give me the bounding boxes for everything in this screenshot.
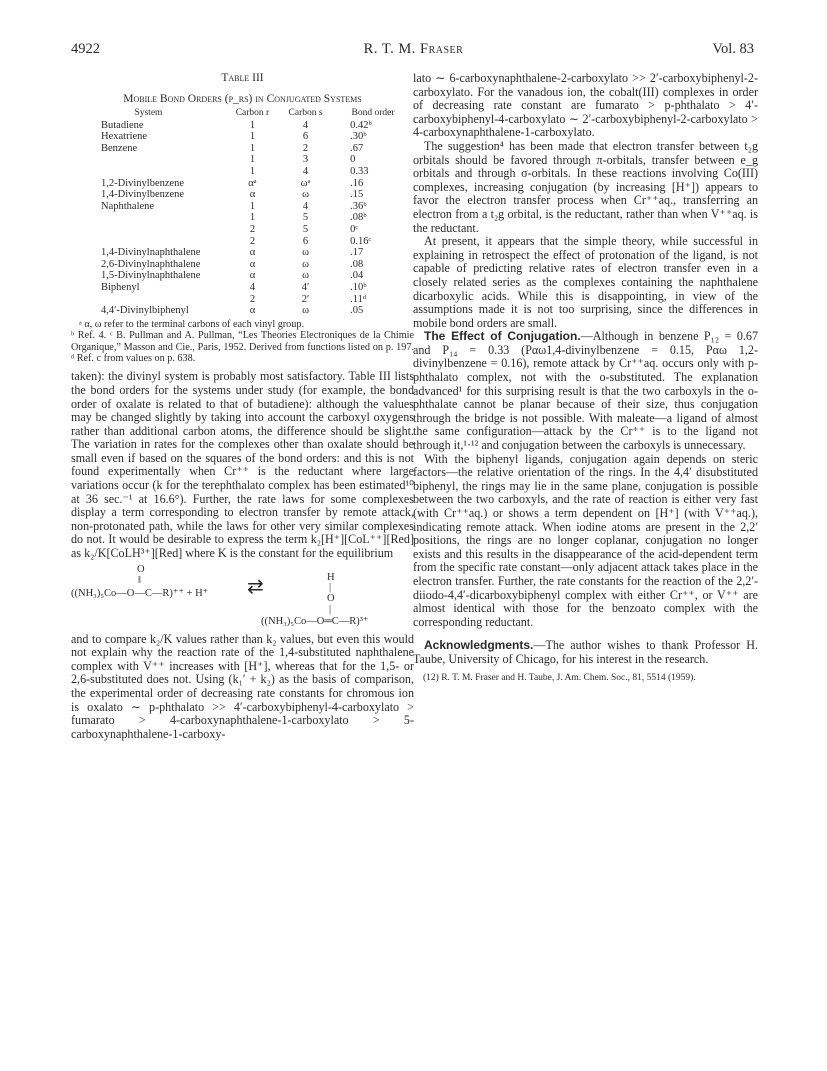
bond-order-cell: 0.42ᵇ [350, 119, 372, 131]
bond-order-cell: .16 [350, 177, 364, 189]
page-number: 4922 [71, 41, 100, 57]
carbon-r-cell: 1 [249, 119, 256, 131]
system-cell: 1,2-Divinylbenzene [101, 177, 185, 189]
table-footnotes [71, 319, 414, 365]
table-header-row [71, 108, 414, 120]
column-header: System [134, 108, 163, 118]
system-cell: 1,4-Divinylnaphthalene [101, 247, 201, 259]
table-row [71, 131, 414, 143]
carbon-s-cell: 5 [302, 223, 309, 235]
system-cell: 1,5-Divinylnaphthalene [101, 270, 201, 282]
carbon-r-cell: 1 [249, 154, 256, 166]
body-paragraph: With the biphenyl ligands, conjugation again depends on steric factors—the relative orientation of the rings. In the 4,4′ disubstituted biphenyl, the rings may lie in the same plane, conjugation is possible between the two carboxyls, and the rate of reaction is either very fast (with Cr⁺⁺aq.) or shows a term dependent on [H⁺] (with V⁺⁺aq.), indicating remote attack. When iodine atoms are present in the 2,2′ positions, the rings are no longer coplanar, conjugation no longer exists and this results in the disappearance of the acid-dependent term from the specific rate constant—only adjacent attack takes place in the electron transfer. Further, the rate constants for the reaction of the 2,2′-diiodo-4,4′-dicarboxybiphenyl complex with either Cr⁺⁺, or V⁺⁺ are almost identical with those for the benzoato complex with the corresponding reductant. [413, 451, 758, 629]
acknowledgment-text: —The author wishes to thank Professor H. Taube, University of Chicago, for his interest in the research. [413, 638, 758, 666]
body-paragraph: lato ∼ 6-carboxynaphthalene-2-carboxylato >> 2′-carboxybiphenyl-2-carboxylato. For the vanadous ion, the cobalt(III) complexes in order of decreasing rate constant are fumarato > p-phthalato > 4′-carboxybiphenyl-4-carboxylato ∼ 2′-carboxybiphenyl-2-carboxylato > 4-carboxynaphthalene-1-carboxylato. [413, 71, 758, 140]
system-cell: 2,6-Divinylnaphthalene [101, 258, 201, 270]
carbon-s-cell: ω [302, 189, 310, 201]
section-heading: The Effect of Conjugation. [424, 329, 581, 344]
carbon-s-cell: 4′ [301, 281, 310, 293]
bond-order-cell: .17 [350, 247, 364, 259]
carbon-s-cell: ωᵃ [300, 177, 311, 189]
system-cell [71, 154, 226, 166]
section-text: —Although in benzene P₁₂ = 0.67 and P₁₄ = 0.33 (Pαω1,4-divinylbenzene = 0.15, Pαω 1,2-divinylbenzene = 0.16), remote attack by Cr⁺⁺aq. occurs only with p-phthalato complex, not with the o-substituted. The explanation advanced¹ for this surprising result is that the two carboxyls in the o-phthalate cannot be planar because of their size, thus conjugation through the bridge is not possible. With maleate—a ligand of almost the same configuration—attack by the Cr⁺⁺ is to the ligand not through it,¹·¹² and conjugation between the carboxyls is unnecessary. [413, 329, 759, 453]
body-paragraph: and to compare k₂/K values rather than k₂ values, but even this would not explain why the reaction rate of the 1,4-substituted naphthalene complex with V⁺⁺ increases with [H⁺], whereas that for the 1,5- or 2,6-substituted does not. Using (k₁′ + k₂) as the basis of comparison, the experimental order of decreasing rate constants for chromous ion is oxalato ∼ p-phthalato >> 4′-carboxybiphenyl-4-carboxylato > fumarato > 4-carboxynaphthalene-1-carboxylato > 5-carboxynaphthalene-1-carboxy- [71, 631, 414, 741]
table-row [71, 247, 414, 259]
equilibrium-equation [71, 563, 414, 631]
table-title: Table III [221, 72, 264, 84]
bond-order-table [71, 108, 414, 317]
carbon-s-cell: ω [302, 258, 310, 270]
carbon-r-cell: α [249, 270, 256, 282]
carbon-s-cell: 4 [302, 165, 309, 177]
system-cell: Benzene [101, 142, 138, 154]
bond-order-cell: 0 [350, 154, 356, 166]
equilibrium-arrows: ⇄ [247, 575, 264, 598]
right-column [413, 72, 758, 684]
table-caption: Mobile Bond Orders (p_rs) in Conjugated Systems [123, 93, 362, 105]
running-title: R. T. M. Fraser [363, 41, 464, 57]
acknowledgment-paragraph [413, 639, 758, 666]
carbon-r-cell: 1 [249, 142, 256, 154]
bond-order-cell: 0.16ᶜ [350, 235, 372, 247]
equation-left-bond: ‖ [138, 574, 141, 586]
system-cell [71, 294, 226, 306]
column-header: Carbon s [288, 108, 323, 118]
system-cell: Hexatriene [101, 131, 148, 143]
bond-order-cell: 0ᶜ [350, 223, 359, 235]
system-cell: Butadiene [101, 119, 144, 131]
system-cell: 1,4-Divinylbenzene [101, 189, 185, 201]
carbon-r-cell: α [249, 247, 256, 259]
left-column [71, 72, 414, 741]
carbon-r-cell: 2 [249, 223, 256, 235]
bond-order-cell: .36ᵇ [350, 200, 367, 212]
bond-order-cell: .05 [350, 305, 364, 317]
table-footnote: ᵇ Ref. 4. ᶜ B. Pullman and A. Pullman, “Les Theories Electroniques de la Chimie Organique,” Masson and Cie., Paris, 1952. Derived from functions listed on p. 197. ᵈ Ref. c from values on p. 638. [71, 330, 414, 364]
table-row [71, 201, 414, 213]
system-cell: 4,4′-Divinylbiphenyl [101, 305, 189, 317]
carbon-s-cell: 4 [302, 200, 309, 212]
table-row [71, 294, 414, 306]
carbon-r-cell: α [249, 258, 256, 270]
system-cell: Naphthalene [101, 200, 155, 212]
section-paragraph [413, 330, 758, 452]
carbon-r-cell: 4 [249, 281, 256, 293]
carbon-s-cell: 6 [302, 235, 309, 247]
table-row [71, 236, 414, 248]
bond-order-cell: .30ᵇ [350, 131, 367, 143]
equation-right-hydrogen: H [327, 571, 335, 583]
carbon-s-cell: 2 [302, 142, 309, 154]
bond-order-cell: .67 [350, 142, 364, 154]
carbon-s-cell: 3 [302, 154, 309, 166]
table-row [71, 143, 414, 155]
table-row [71, 224, 414, 236]
bond-order-cell: .08 [350, 258, 364, 270]
equation-right: ((NH₃)₅Co—O═C—R)³⁺ [261, 615, 369, 627]
system-cell [71, 166, 226, 178]
equation-left: ((NH₃)₅Co—O—C—R)⁺⁺ + H⁺ [71, 587, 209, 599]
table-row [71, 154, 414, 166]
table-row [71, 120, 414, 132]
body-paragraph: At present, it appears that the simple theory, while successful in explaining in retrospect the effect of protonation of the ligand, is not capable of predicting relative rates of electron transfer even in a closely related series as the complexes containing the naphthalene dicarboxylic acids. While this is disappointing, in view of the assumptions made it is not too surprising, since the differences in mobile bond orders are small. [413, 234, 758, 330]
carbon-s-cell: 6 [302, 131, 309, 143]
body-paragraph: The suggestion⁴ has been made that electron transfer between t₂g orbitals should be favored through π-orbitals, transfer between e_g orbitals and through σ-orbitals. In these reactions involving Co(III) complexes, increasing conjugation (by increasing [H⁺]) appears to favor the electron transfer process when Cr⁺⁺aq., transferring an electron from a t₂g orbital, is the reductant, rather than when V⁺⁺aq. is the reductant. [413, 138, 758, 235]
table-row [71, 178, 414, 190]
carbon-s-cell: 5 [302, 212, 309, 224]
carbon-r-cell: α [249, 305, 256, 317]
table-row [71, 189, 414, 201]
table-row [71, 305, 414, 317]
column-header: Carbon r [235, 108, 270, 118]
system-cell [71, 212, 226, 224]
table-row [71, 166, 414, 178]
table-row [71, 259, 414, 271]
equation-right-oxygen: O [327, 592, 335, 604]
body-paragraph: taken): the divinyl system is probably most satisfactory. Table III lists the bond orders for the systems under study (for example, the bond order of oxalate is related to that of butadiene): although the values may be changed slightly by taking into account the carboxyl oxygens rather than additional carbon atoms, the difference should be slight. The variation in rates for the complexes other than oxalate should be small even if based on the squares of the bond orders: and this is not found experimentally when Cr⁺⁺ is the reductant where large variations occur (k for the terephthalato complex has been estimated¹⁰ at 36 sec.⁻¹ at 16.6°). Further, the rate laws for some complexes display a term corresponding to electron transfer by remote attack, non-protonated path, while the laws for other very similar complexes do not. It would be desirable to express the term k₂[H⁺][CoL⁺⁺][Red] as k₂/K[CoLH³⁺][Red] where K is the constant for the equilibrium [71, 369, 414, 561]
equation-right-bond: | [329, 581, 332, 593]
bond-order-cell: .11ᵈ [350, 293, 367, 305]
bond-order-cell: .08ᵇ [350, 212, 367, 224]
table-row [71, 282, 414, 294]
equation-left-oxygen: O [137, 563, 145, 575]
carbon-s-cell: ω [302, 305, 310, 317]
volume-label: Vol. 83 [712, 41, 754, 57]
bond-order-cell: .15 [350, 189, 364, 201]
system-cell: Biphenyl [101, 281, 140, 293]
bond-order-cell: 0.33 [350, 165, 369, 177]
equation-right-bond2: | [329, 603, 332, 615]
table-row [71, 270, 414, 282]
carbon-r-cell: 2 [249, 235, 256, 247]
carbon-s-cell: ω [302, 247, 310, 259]
reference-entry: (12) R. T. M. Fraser and H. Taube, J. Am. Chem. Soc., 81, 5514 (1959). [423, 672, 696, 683]
acknowledgment-heading: Acknowledgments. [424, 638, 534, 653]
carbon-r-cell: 1 [249, 165, 256, 177]
bond-order-cell: .10ᵇ [350, 281, 367, 293]
carbon-r-cell: 2 [249, 293, 256, 305]
carbon-r-cell: 1 [249, 212, 256, 224]
table-row [71, 212, 414, 224]
bond-order-cell: .04 [350, 270, 364, 282]
carbon-s-cell: 4 [302, 119, 309, 131]
column-header: Bond order [351, 108, 395, 118]
carbon-r-cell: 1 [249, 131, 256, 143]
system-cell [71, 224, 226, 236]
carbon-s-cell: 2′ [301, 293, 310, 305]
table-footnote: ᵃ α, ω refer to the terminal carbons of each vinyl group. [79, 318, 305, 330]
carbon-r-cell: α [249, 189, 256, 201]
carbon-r-cell: 1 [249, 200, 256, 212]
carbon-r-cell: αᵃ [248, 177, 257, 189]
carbon-s-cell: ω [302, 270, 310, 282]
system-cell [71, 236, 226, 248]
